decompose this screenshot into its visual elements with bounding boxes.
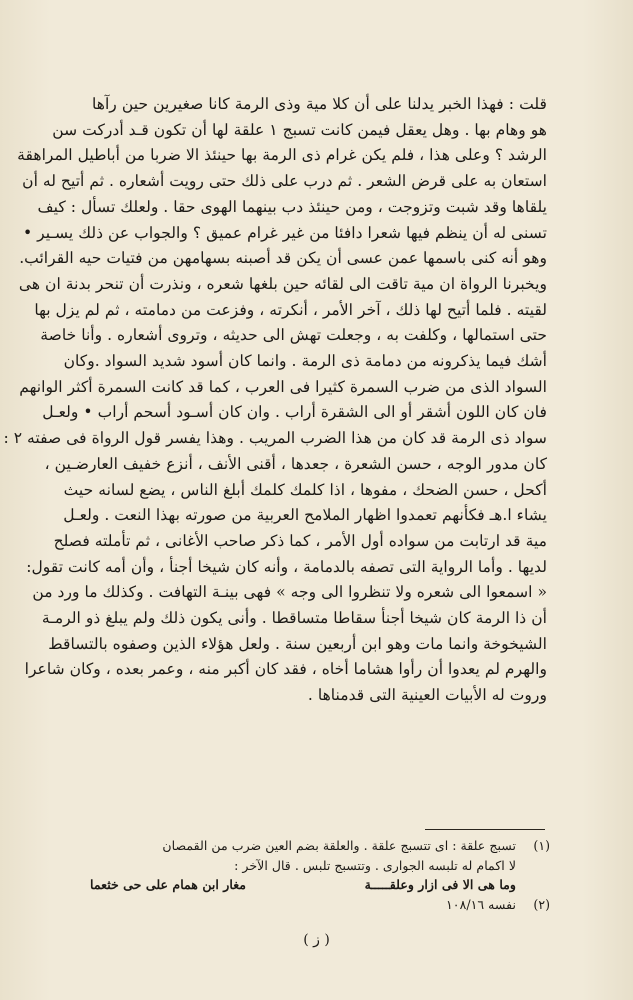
text-line: أكحل ، حسن الضحك ، مفوها ، اذا كلمك كلمك أبلغ الناس ، يضع لسانه حيث bbox=[63, 480, 547, 499]
text-line: والهرم لم يعدوا أن رأوا هشاما أخاه ، فقد كان أكبر منه ، وعمر بعده ، وكان شاعرا bbox=[24, 660, 547, 679]
text-line: فان كان اللون أشقر أو الى الشقرة أراب . وان كان أسـود أسحم أراب • ولعـل bbox=[42, 403, 547, 422]
text-line: كان مدور الوجه ، حسن الشعرة ، جعدها ، أقنى الأنف ، أنزع خفيف العارضـين ، bbox=[44, 454, 547, 473]
text-line: هو وهام بها . وهل يعقل فيمن كانت تسبج ١ علقة لها أن تكون قـد أدركت سن bbox=[52, 120, 547, 139]
text-line: حتى استمالها ، وكلفت به ، وجعلت تهش الى حديثه ، وتروى أشعاره . وأنا خاصة bbox=[40, 326, 547, 345]
text-line: استعان به على قرض الشعر . ثم درب على ذلك حتى رويت أشعاره . ثم أتيح له أن bbox=[22, 172, 547, 191]
text-line: أن ذا الرمة كان شيخا أجنأ سقاطا متساقطا . وأنى يكون ذلك ولم يبلغ ذو الرمـة bbox=[41, 609, 547, 628]
text-line: وهو أنه كنى باسمها عمن عسى أن يكن قد أصبنه بسهامهن من فتيات حيه القرائب. bbox=[19, 249, 547, 268]
verse-first-hemistich: وما هى الا فى ازار وعلقـــــة bbox=[364, 877, 516, 892]
text-line: يلقاها وقد شبت وتزوجت ، ومن حينئذ دب بينهما الهوى حقا . ولعلك تسأل : كيف bbox=[37, 197, 547, 216]
text-line: مية قد ارتابت من سواده أول الأمر ، كما ذكر صاحب الأغانى ، ثم تأملته فصلح bbox=[53, 531, 547, 550]
text-line: « اسمعوا الى شعره ولا تنظروا الى وجه » فهى بينـة التهافت . وكذلك ما ورد من bbox=[32, 583, 547, 602]
main-text bbox=[3, 92, 547, 709]
footnote-verse bbox=[90, 875, 550, 895]
footnote-1-text: تسبج علقة : اى تتسبج علقة . والعلقة بضم العين ضرب من القمصان bbox=[162, 838, 516, 853]
footnote-separator bbox=[425, 829, 545, 830]
footnote-1-number: (١) bbox=[533, 838, 550, 853]
text-line: تسنى له أن ينظم فيها شعرا دافئا من غير غرام عميق ؟ والجواب عن ذلك يسـير • bbox=[22, 223, 547, 242]
footnotes bbox=[90, 836, 550, 914]
footnote-1-continuation: لا اكمام له تلبسه الجوارى . وتتسبج تلبس . قال الآخر : bbox=[234, 857, 516, 873]
text-line: أشك فيما يذكرونه من دمامة ذى الرمة . وانما كان أسود شديد السواد .وكان bbox=[63, 352, 547, 371]
footnote-2 bbox=[90, 895, 550, 915]
text-line: ويخبرنا الرواة ان مية تاقت الى لقائه حين بلغها شعره ، ونذرت أن تنحر بدنة ان هى bbox=[18, 274, 547, 293]
text-line: قلت : فهذا الخبر يدلنا على أن كلا مية وذى الرمة كانا صغيرين حين رآها bbox=[92, 95, 547, 113]
text-line: وروت له الأبيات العينية التى قدمناها . bbox=[307, 686, 547, 705]
footnote-2-number: (٢) bbox=[533, 896, 550, 912]
text-line: الشيخوخة وانما مات وهو ابن أربعين سنة . ولعل هؤلاء الذين وصفوه بالتساقط bbox=[48, 634, 547, 653]
text-line: السواد الذى من ضرب السمرة كثيرا فى العرب ، كما قد كانت السمرة أكثر الوانهم bbox=[19, 377, 547, 396]
footnote-1 bbox=[90, 836, 550, 856]
text-line: الرشد ؟ وعلى هذا ، فلم يكن غرام ذى الرمة بها حينئذ الا ضربا من أباطيل المراهقة bbox=[17, 146, 547, 165]
text-line: يشاء ا.هـ فكأنهم تعمدوا اظهار الملامح العربية من صورته بهذا النعت . ولعـل bbox=[63, 506, 547, 525]
text-line: لديها . وأما الرواية التى تصفه بالدمامة ، وأنه كان شيخا أجنأ ، وأن أمه كانت تقول: bbox=[26, 557, 547, 576]
text-line: لقيته . فلما أتيح لها ذلك ، آخر الأمر ، أنكرته ، وفزعت من دمامته ، ثم لم يزل بها bbox=[34, 300, 547, 319]
page-number: ( ز ) bbox=[303, 932, 330, 948]
footnote-2-text: نفسه ١٠٨/١٦ bbox=[446, 896, 516, 912]
text-line: سواد ذى الرمة قد كان من هذا الضرب المريب . وهذا يفسر قول الرواة فى صفته ٢ : bbox=[3, 429, 547, 448]
verse-second-hemistich: مغار ابن همام على حى خثعما bbox=[90, 877, 247, 892]
